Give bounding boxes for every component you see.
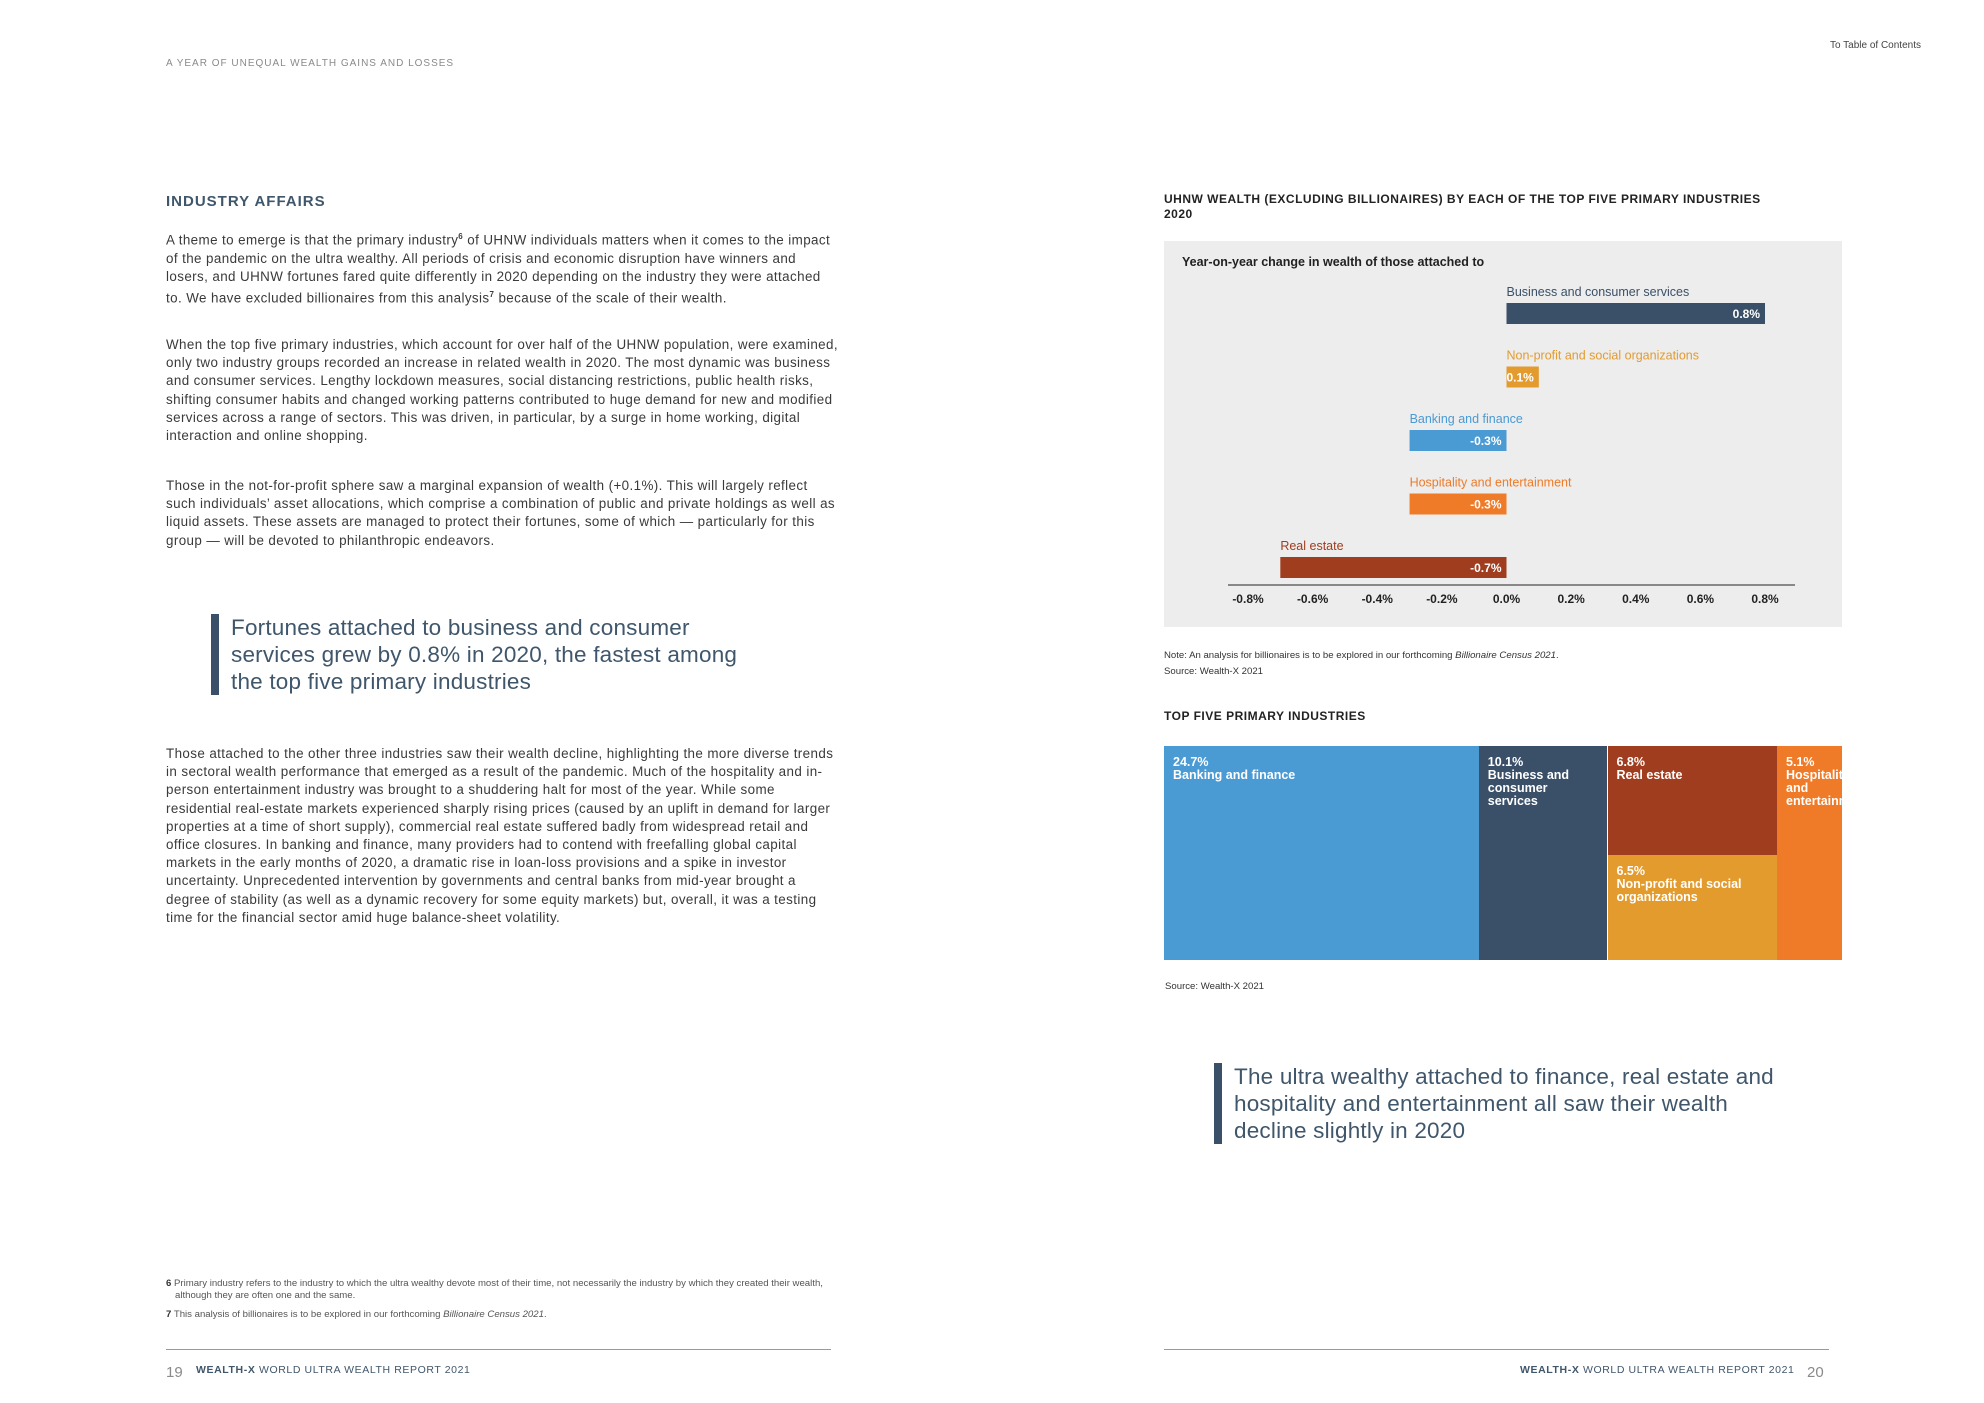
report-name-right: [1520, 1364, 1794, 1376]
treemap: [1164, 746, 1869, 960]
x-tick-label: 0.2%: [1557, 592, 1585, 606]
x-tick-label: 0.8%: [1751, 592, 1779, 606]
bar-chart-note: [1164, 648, 1559, 680]
page-number-right: 20: [1807, 1364, 1824, 1381]
bar-value-label-banking-and-finance: -0.3%: [1470, 434, 1502, 448]
bar-value-label-non-profit-and-social-organizations: 0.1%: [1506, 370, 1534, 385]
footnote-6: [166, 1278, 836, 1301]
bar-value-label-business-and-consumer-services: 0.8%: [1732, 307, 1760, 321]
treemap-value-label: 5.1%: [1786, 755, 1815, 769]
x-tick-label: -0.2%: [1426, 592, 1458, 606]
table-of-contents-link[interactable]: To Table of Contents: [1830, 40, 1921, 51]
running-head: A YEAR OF UNEQUAL WEALTH GAINS AND LOSSES: [166, 58, 455, 69]
report-title-right: WORLD ULTRA WEALTH REPORT 2021: [1579, 1364, 1795, 1376]
x-tick-label: -0.4%: [1361, 592, 1393, 606]
footer-rule-left: [166, 1349, 831, 1350]
footnote-7-number: 7: [166, 1309, 172, 1320]
footnote-7: [166, 1309, 836, 1321]
x-tick-label: -0.8%: [1232, 592, 1264, 606]
treemap-category-label: Business and consumer services: [1487, 768, 1570, 808]
bar-value-label-real-estate: -0.7%: [1470, 561, 1502, 575]
bar-chart: [1164, 241, 1842, 627]
footer-rule-right: [1164, 1349, 1829, 1350]
x-tick-label: 0.6%: [1686, 592, 1715, 606]
footnotes: [166, 1278, 836, 1329]
treemap-value-label: 24.7%: [1173, 755, 1209, 769]
p1-text-a: A theme to emerge is that the primary industry: [166, 232, 459, 248]
report-name-left: [196, 1364, 470, 1376]
body-paragraph-4: Those attached to the other three industries saw their wealth decline, highlighting the more diverse trends in sectoral wealth performance that emerged as a result of the pandemic. Much of the hospitality and in-person entertainment industry was brought to a shuddering halt for most of the year. While some residential real-estate markets experienced sharply rising prices (caused by an uplift in demand for larger properties at a time of short supply), commercial real estate suffered badly from widespread retail and office closures. In banking and finance, many providers had to contend with freefalling global capital markets in the early months of 2020, a dramatic rise in loan-loss provisions and a spike in investor uncertainty. Unprecedented intervention by governments and central banks from mid-year brought a degree of stability (as well as a dynamic recovery for some equity markets) but, overall, it was a testing time for the financial sector amid huge balance-sheet volatility.: [166, 746, 834, 925]
treemap-tile-real-estate: [1608, 746, 1778, 855]
body-paragraph-3: Those in the not-for-profit sphere saw a marginal expansion of wealth (+0.1%). This will largely reflect such individuals’ asset allocations, which comprise a combination of public and private holdings as well as liquid assets. These assets are managed to protect their fortunes, some of which — particularly for this group — will be devoted to philanthropic endeavors.: [166, 478, 836, 548]
bar-business-and-consumer-services: [1507, 303, 1766, 324]
bar-category-label-non-profit-and-social-organizations: Non-profit and social organizations: [1506, 348, 1699, 363]
bar-category-label-real-estate: Real estate: [1280, 539, 1344, 553]
treemap-tile-business-and-consumer-services: [1479, 746, 1608, 960]
bar-category-label-banking-and-finance: Banking and finance: [1409, 412, 1523, 426]
bar-chart-source: Source: Wealth-X 2021: [1164, 666, 1264, 677]
report-brand-right: WEALTH-X: [1520, 1364, 1580, 1376]
treemap-value-label: 6.5%: [1616, 864, 1645, 879]
body-paragraph-2: When the top five primary industries, which account for over half of the UHNW population, were examined, only two industry groups recorded an increase in related wealth in 2020. The most dynamic was business and consumer services. Lengthy lockdown measures, social distancing restrictions, public health risks, shifting consumer habits and changed working patterns contributed to huge demand for new and modified services across a range of sectors. This was driven, in particular, by a surge in home working, digital interaction and online shopping.: [166, 337, 838, 444]
treemap-value-label: 6.8%: [1616, 755, 1645, 769]
treemap-source: Source: Wealth-X 2021: [1165, 981, 1265, 992]
treemap-category-label: Banking and finance: [1173, 768, 1296, 782]
bar-category-label-business-and-consumer-services: Business and consumer services: [1506, 285, 1690, 299]
note-text-a: Note: An analysis for billionaires is to be explored in our forthcoming: [1164, 650, 1456, 661]
footnote-7-title: Billionaire Census 2021: [443, 1309, 544, 1320]
pullquote-right: The ultra wealthy attached to finance, real estate and hospitality and entertainment all saw their wealth decline slightly in 2020: [1214, 1063, 1774, 1144]
bar-chart-subtitle: Year-on-year change in wealth of those attached to: [1182, 255, 1485, 269]
treemap-category-label: Non-profit and social organizations: [1616, 877, 1742, 905]
page-number-left: 19: [166, 1364, 183, 1381]
p1-text-c: because of the scale of their wealth.: [494, 290, 727, 306]
x-tick-label: -0.6%: [1296, 592, 1329, 606]
bar-category-label-hospitality-and-entertainment: Hospitality and entertainment: [1409, 475, 1572, 490]
treemap-tile-non-profit-and-social-organizations: [1608, 855, 1778, 960]
section-title: INDUSTRY AFFAIRS: [166, 193, 326, 210]
report-brand-left: WEALTH-X: [196, 1364, 256, 1376]
note-title: Billionaire Census 2021: [1455, 650, 1556, 661]
footnote-ref-7[interactable]: 7: [489, 290, 495, 300]
x-tick-label: 0.4%: [1622, 592, 1650, 606]
note-text-b: .: [1555, 650, 1559, 661]
bar-chart-title: UHNW WEALTH (EXCLUDING BILLIONAIRES) BY EACH OF THE TOP FIVE PRIMARY INDUSTRIES 2020: [1164, 192, 1761, 221]
treemap-category-label: Real estate: [1616, 768, 1683, 782]
footnote-6-text: Primary industry refers to the industry to which the ultra wealthy devote most of their time, not necessarily the industry by which they created their wealth, although they are often one and the same.: [171, 1278, 823, 1301]
treemap-tile-hospitality-and-entertainment: [1777, 746, 1869, 960]
p1-text-b: of UHNW individuals matters when it comes to the impact of the pandemic on the ultra wealthy. All periods of crisis and economic disruption have winners and losers, and UHNW fortunes fared quite differently in 2020 depending on the industry they were attached to. We have excluded billionaires from this analysis: [166, 232, 831, 306]
x-tick-label: 0.0%: [1492, 592, 1521, 606]
footnote-7-text-b: .: [543, 1309, 547, 1320]
footnote-7-text-a: This analysis of billionaires is to be explored in our forthcoming: [171, 1309, 444, 1320]
treemap-value-label: 10.1%: [1487, 755, 1524, 769]
report-title-left: WORLD ULTRA WEALTH REPORT 2021: [255, 1364, 471, 1376]
pullquote-left: Fortunes attached to business and consumer services grew by 0.8% in 2020, the fastest among the top five primary industries: [211, 614, 771, 695]
body-paragraph-1: [166, 228, 838, 308]
treemap-category-label: Hospitality and entertainment: [1786, 768, 1869, 808]
footnote-ref-6[interactable]: 6: [458, 232, 464, 241]
treemap-tile-banking-and-finance: [1164, 746, 1479, 960]
bar-value-label-hospitality-and-entertainment: -0.3%: [1470, 497, 1502, 512]
footnote-6-number: 6: [166, 1278, 172, 1289]
note-line: [1164, 648, 1559, 664]
treemap-title: TOP FIVE PRIMARY INDUSTRIES: [1164, 709, 1366, 723]
